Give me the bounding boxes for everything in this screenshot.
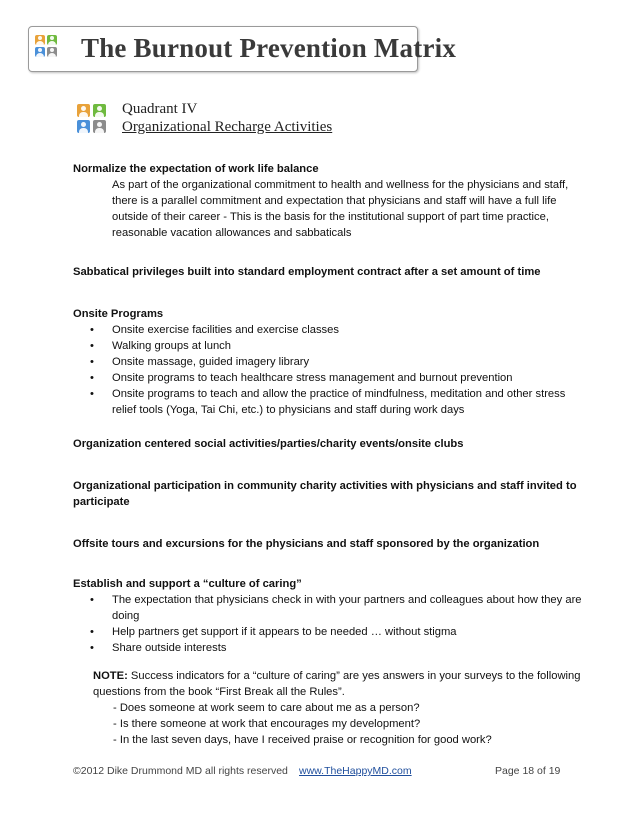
note-question: - Does someone at work seem to care about me as a person? (113, 702, 420, 714)
logo-square-green (47, 35, 57, 45)
bullet: • (90, 340, 94, 352)
section-heading-community-charity (73, 478, 593, 510)
logo-icon (35, 35, 57, 57)
section-heading-onsite-programs: Onsite Programs (73, 308, 164, 320)
list-item: • Onsite massage, guided imagery library (90, 356, 310, 368)
quadrant-subtitle: Organizational Recharge Activities (122, 119, 333, 135)
section-heading-culture-of-caring: Establish and support a “culture of caring” (73, 578, 302, 590)
quadrant-title: Quadrant IV (122, 101, 198, 117)
note-label: NOTE: (93, 670, 128, 682)
list-item: • Help partners get support if it appears to be needed … without stigma (90, 626, 457, 638)
note-question: - In the last seven days, have I received praise or recognition for good work? (113, 734, 492, 746)
body-line: As part of the organizational commitment to health and wellness for the physicians and staff, (112, 179, 569, 191)
logo-square-orange (35, 35, 45, 45)
section-heading-social-activities: Organization centered social activities/parties/charity events/onsite clubs (73, 438, 464, 450)
logo-square-blue (35, 47, 45, 57)
body-line: outside of their career - This is the basis for the institutional support of part time practice, (112, 211, 549, 223)
bullet: • (90, 356, 94, 368)
document-title: The Burnout Prevention Matrix (81, 33, 457, 63)
footer-website-link[interactable]: www.TheHappyMD.com (299, 765, 412, 777)
list-item-continuation: doing (112, 610, 140, 622)
bullet: • (90, 626, 94, 638)
note-line: NOTE: Success indicators for a “culture of caring” are yes answers in your surveys to the following (93, 670, 581, 682)
body-line: there is a parallel commitment and expectation that physicians and staff will have a full life (112, 195, 557, 207)
section-heading-sabbatical: Sabbatical privileges built into standard employment contract after a set amount of time (73, 266, 541, 278)
body-line: reasonable vacation allowances and sabbaticals (112, 227, 352, 239)
list-item-continuation: relief tools (Yoga, Tai Chi, etc.) to physicians and staff during work days (112, 404, 465, 416)
quadrant-square-blue (77, 120, 90, 133)
quadrant-square-gray (93, 120, 106, 133)
section-heading-offsite-tours: Offsite tours and excursions for the physicians and staff sponsored by the organization (73, 538, 540, 550)
note-line: questions from the book “First Break all the Rules”. (93, 686, 345, 698)
culture-of-caring-list (90, 592, 590, 656)
note-question: - Is there someone at work that encourages my development? (113, 718, 421, 730)
footer-page-number: Page 18 of 19 (495, 765, 561, 777)
bullet: • (90, 388, 94, 400)
heading-line: participate (73, 496, 130, 508)
onsite-programs-list (90, 322, 590, 418)
list-item: • Onsite programs to teach and allow the practice of mindfulness, meditation and other stress (90, 388, 566, 400)
header-logo (28, 26, 457, 72)
bullet: • (90, 594, 94, 606)
list-item: • Onsite programs to teach healthcare stress management and burnout prevention (90, 372, 513, 384)
list-item: • Walking groups at lunch (90, 340, 231, 352)
bullet: • (90, 642, 94, 654)
footer-copyright: ©2012 Dike Drummond MD all rights reserved (73, 765, 288, 777)
note-block (93, 668, 593, 748)
quadrant-square-orange (77, 104, 90, 117)
bullet: • (90, 372, 94, 384)
section-body-work-life-balance (112, 177, 592, 241)
list-item: • Share outside interests (90, 642, 227, 654)
heading-line: Organizational participation in community charity activities with physicians and staff invited to (73, 480, 577, 492)
logo-square-gray (47, 47, 57, 57)
note-questions (93, 700, 593, 748)
bullet: • (90, 324, 94, 336)
list-item: • Onsite exercise facilities and exercise classes (90, 324, 339, 336)
quadrant-square-green (93, 104, 106, 117)
quadrant-icon (77, 104, 106, 133)
list-item: • The expectation that physicians check in with your partners and colleagues about how they are (90, 594, 582, 606)
section-heading-work-life-balance: Normalize the expectation of work life balance (73, 163, 319, 175)
